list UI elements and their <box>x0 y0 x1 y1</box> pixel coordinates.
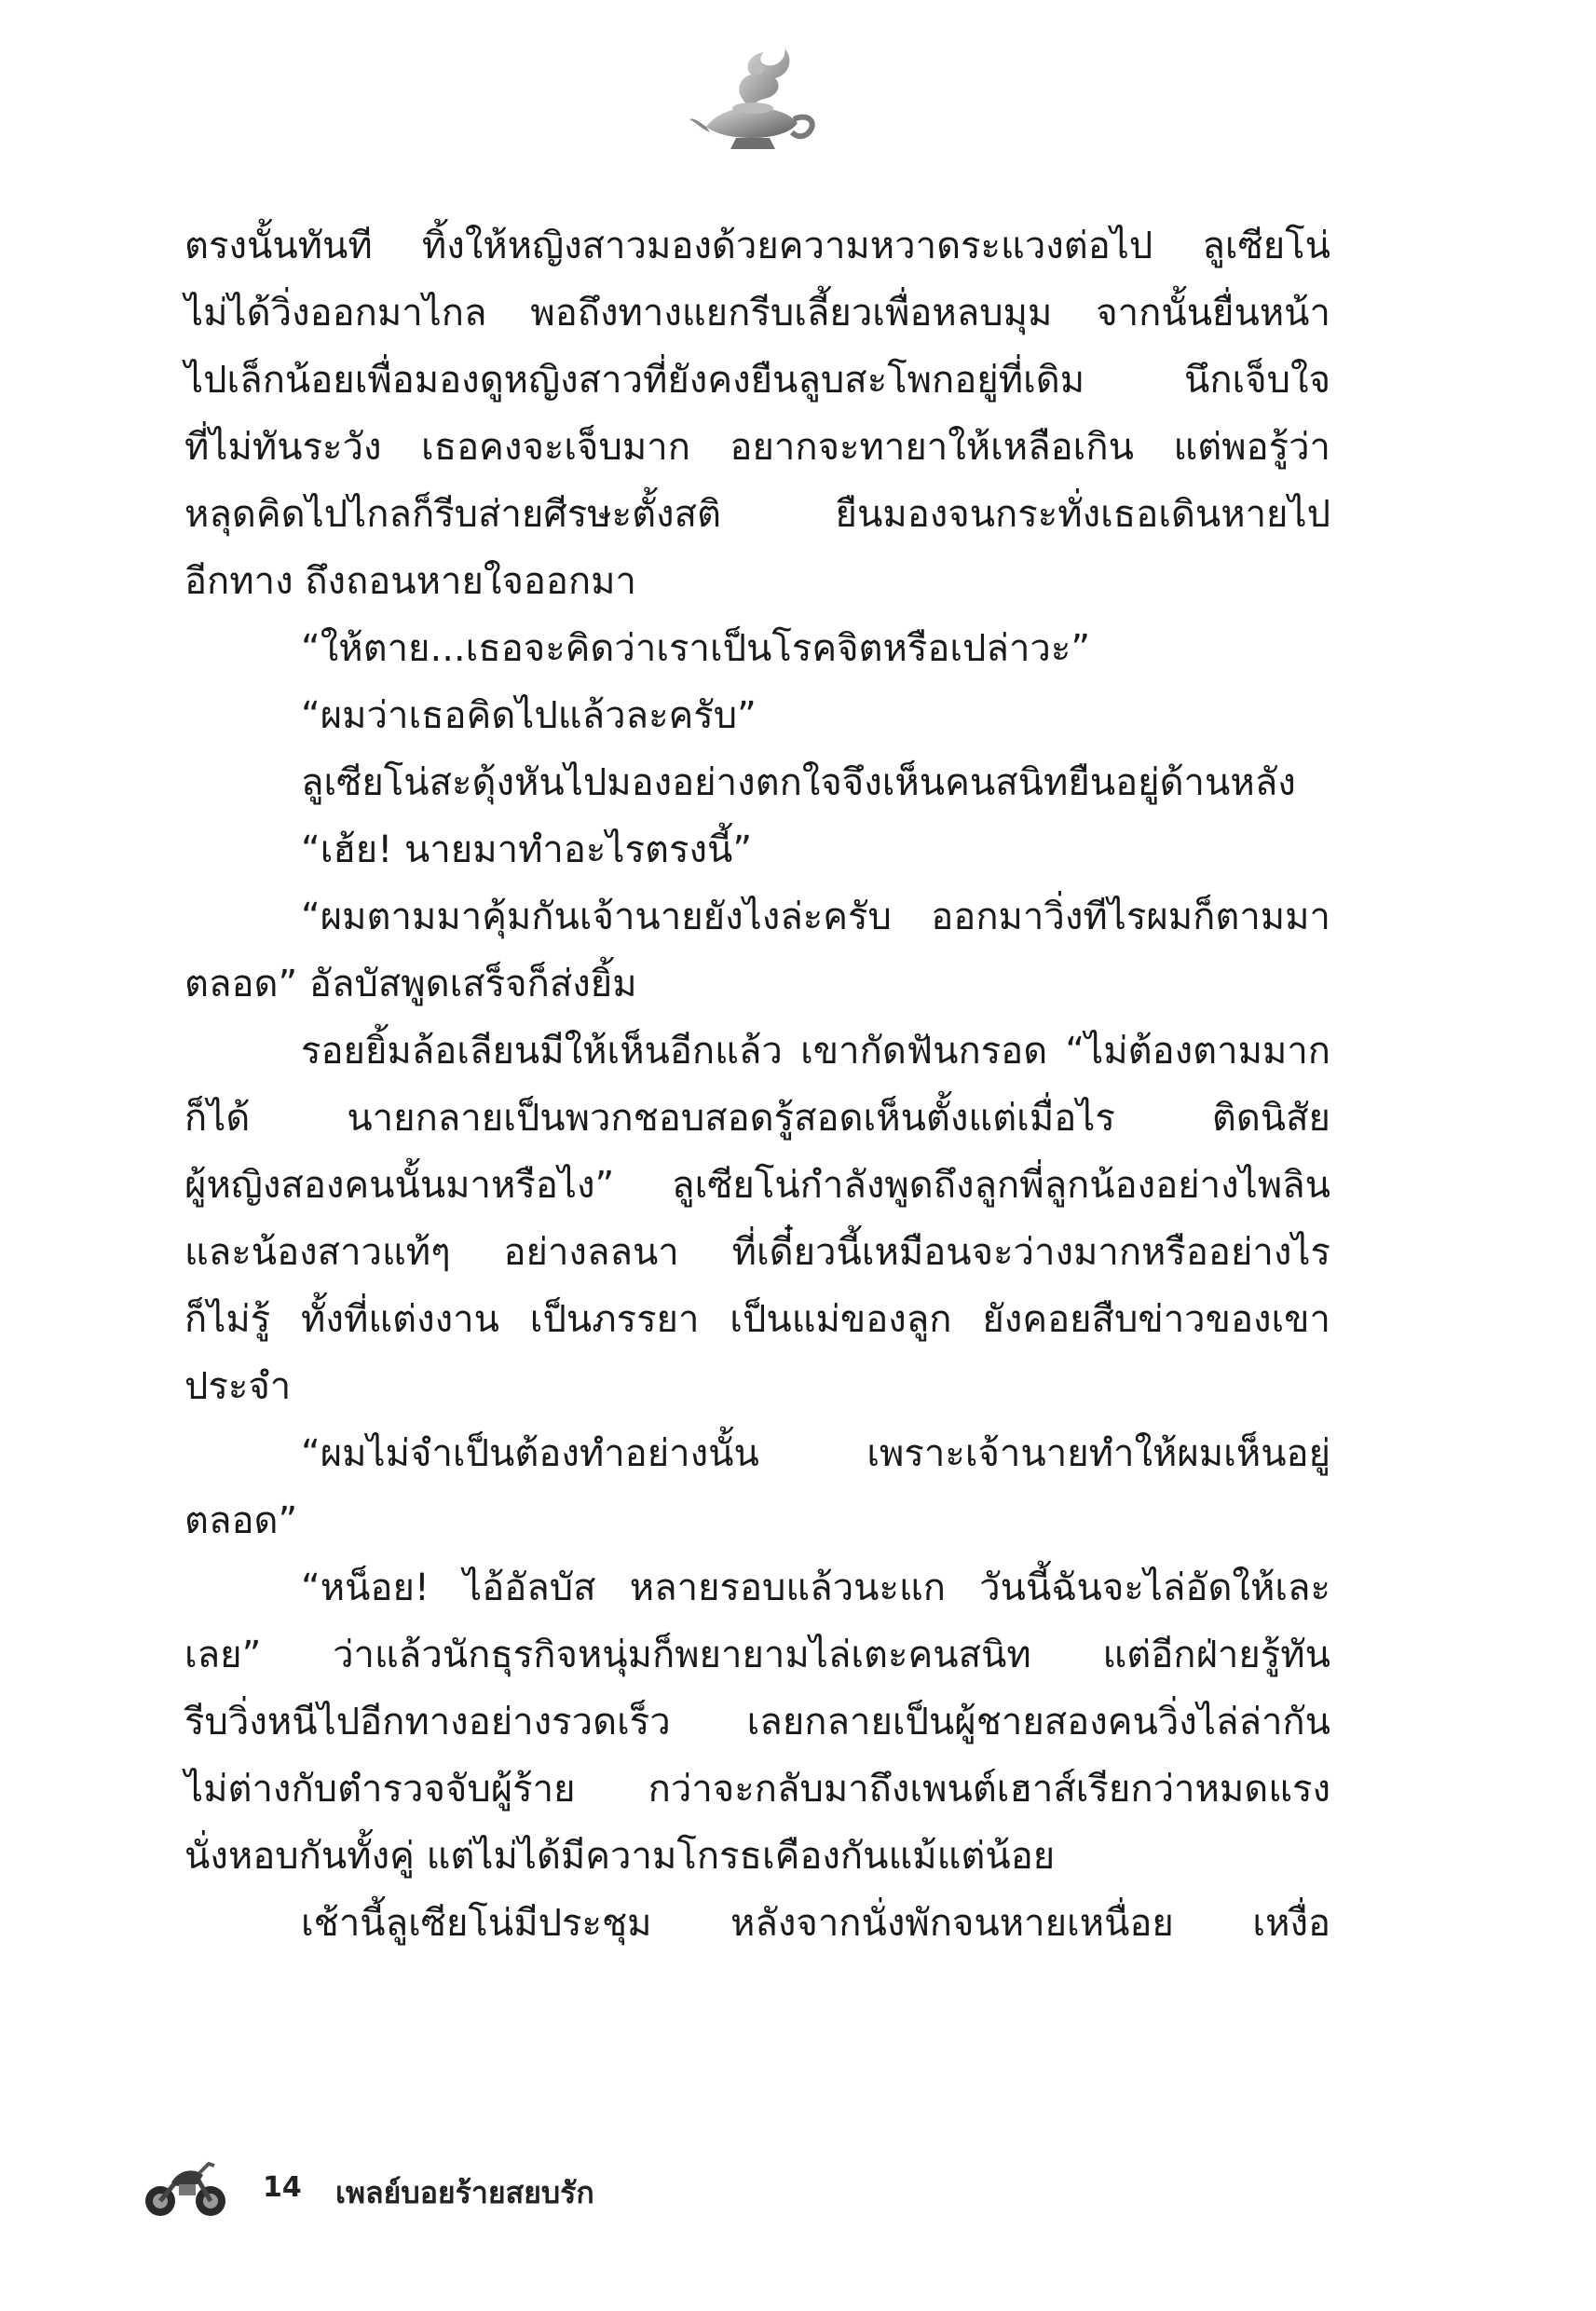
text-line: “เฮ้ย! นายมาทำอะไรตรงนี้” <box>301 828 753 871</box>
text-line: รีบวิ่งหนีไปอีกทางอย่างรวดเร็ว เลยกลายเป็นผู้ชายสองคนวิ่งไล่ล่ากัน <box>184 1701 1330 1744</box>
text-line: นั่งหอบกันทั้งคู่ แต่ไม่ได้มีความโกรธเคืองกันแม้แต่น้อย <box>184 1835 1056 1878</box>
text-line: ผู้หญิงสองคนนั้นมาหรือไง” ลูเซียโน่กำลังพูดถึงลูกพี่ลูกน้องอย่างไพลิน <box>184 1164 1330 1207</box>
text-line: “ให้ตาย...เธอจะคิดว่าเราเป็นโรคจิตหรือเปล่าวะ” <box>301 627 1091 670</box>
text-line: ที่ไม่ทันระวัง เธอคงจะเจ็บมาก อยากจะทายาให้เหลือเกิน แต่พอรู้ว่า <box>184 426 1330 469</box>
text-line: และน้องสาวแท้ๆ อย่างลลนา ที่เดี๋ยวนี้เหมือนจะว่างมากหรืออย่างไร <box>184 1231 1330 1274</box>
text-line: หลุดคิดไปไกลก็รีบส่ายศีรษะตั้งสติ ยืนมองจนกระทั่งเธอเดินหายไป <box>184 493 1330 536</box>
text-line: ตลอด” <box>184 1499 298 1542</box>
text-line: ตรงนั้นทันที ทิ้งให้หญิงสาวมองด้วยความหวาดระแวงต่อไป ลูเซียโน่ <box>184 225 1330 267</box>
text-line: อีกทาง ถึงถอนหายใจออกมา <box>184 560 636 603</box>
text-line: ไปเล็กน้อยเพื่อมองดูหญิงสาวที่ยังคงยืนลูบสะโพกอยู่ที่เดิม นึกเจ็บใจ <box>184 359 1330 402</box>
text-line: เลย” ว่าแล้วนักธุรกิจหนุ่มก็พยายามไล่เตะคนสนิท แต่อีกฝ่ายรู้ทัน <box>184 1634 1330 1676</box>
text-line: “ผมว่าเธอคิดไปแล้วละครับ” <box>301 694 757 737</box>
body-text <box>184 212 1330 1957</box>
text-line: เช้านี้ลูเซียโน่มีประชุม หลังจากนั่งพักจนหายเหนื่อย เหงื่อ <box>301 1902 1330 1945</box>
text-line: ก็ได้ นายกลายเป็นพวกชอบสอดรู้สอดเห็นตั้งแต่เมื่อไร ติดนิสัย <box>184 1097 1330 1140</box>
book-title: เพลย์บอยร้ายสยบรัก <box>335 2175 594 2210</box>
genie-lamp-icon <box>689 47 820 158</box>
text-line: “ผมตามมาคุ้มกันเจ้านายยังไงล่ะครับ ออกมาวิ่งทีไรผมก็ตามมา <box>301 896 1330 938</box>
page-number: 14 <box>263 2171 302 2204</box>
text-line: ก็ไม่รู้ ทั้งที่แต่งงาน เป็นภรรยา เป็นแม่ของลูก ยังคอยสืบข่าวของเขา <box>184 1298 1330 1341</box>
text-line: ลูเซียโน่สะดุ้งหันไปมองอย่างตกใจจึงเห็นคนสนิทยืนอยู่ด้านหลัง <box>301 761 1296 804</box>
text-line: “ผมไม่จำเป็นต้องทำอย่างนั้น เพราะเจ้านายทำให้ผมเห็นอยู่ <box>301 1432 1330 1475</box>
text-line: ตลอด” อัลบัสพูดเสร็จก็ส่งยิ้ม <box>184 963 637 1005</box>
text-line: รอยยิ้มล้อเลียนมีให้เห็นอีกแล้ว เขากัดฟันกรอด “ไม่ต้องตามมาก <box>301 1030 1330 1073</box>
motorcycle-icon <box>143 2154 227 2220</box>
text-line: ประจำ <box>184 1365 292 1408</box>
page-footer <box>140 2143 978 2236</box>
text-line: ไม่ได้วิ่งออกมาไกล พอถึงทางแยกรีบเลี้ยวเพื่อหลบมุม จากนั้นยื่นหน้า <box>184 292 1330 335</box>
text-line: “หน็อย! ไอ้อัลบัส หลายรอบแล้วนะแก วันนี้ฉันจะไล่อัดให้เละ <box>301 1566 1330 1609</box>
text-line: ไม่ต่างกับตำรวจจับผู้ร้าย กว่าจะกลับมาถึงเพนต์เฮาส์เรียกว่าหมดแรง <box>184 1768 1330 1811</box>
